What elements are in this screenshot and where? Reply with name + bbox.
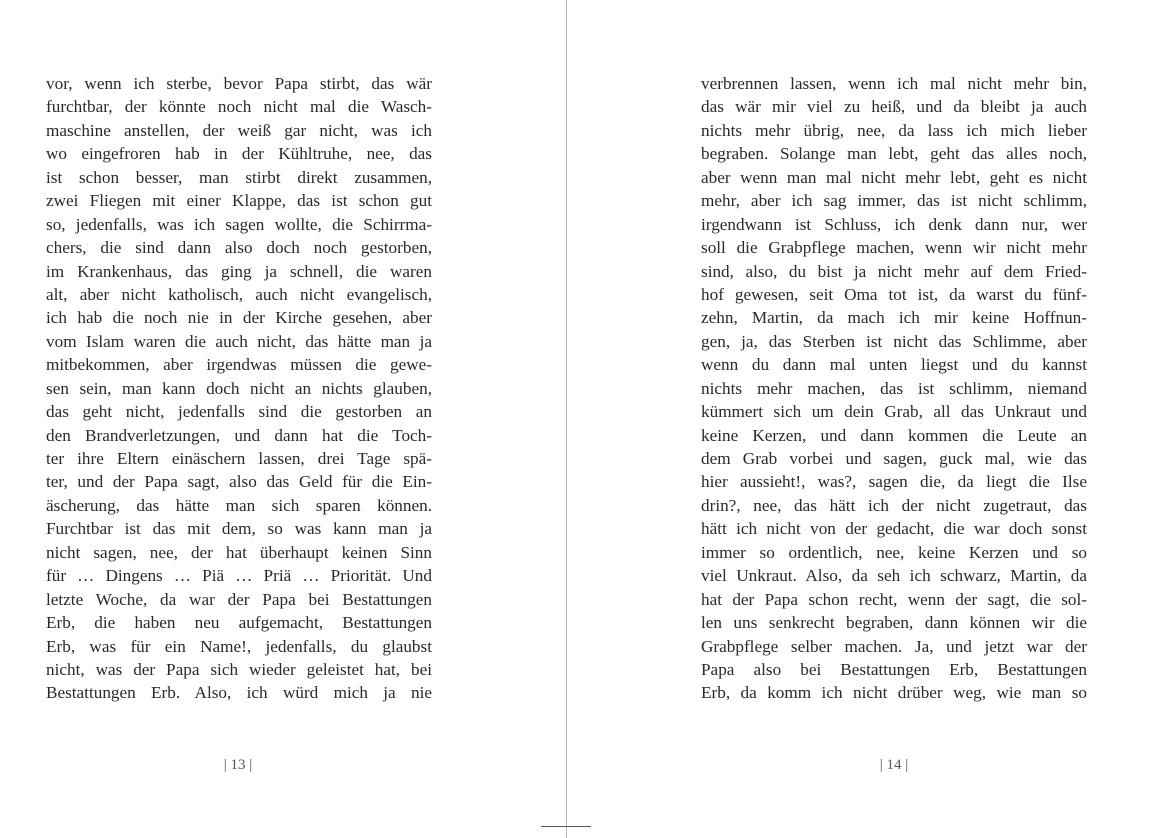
text-line: nicht, was der Papa sich wieder geleistet hat, bei: [46, 659, 432, 679]
text-line: aber wenn man mal nicht mehr lebt, geht es nicht: [701, 167, 1087, 187]
text-line: hat der Papa schon recht, wenn der sagt, die sol-: [701, 589, 1087, 609]
text-line: ist schon besser, man stirbt direkt zusammen,: [46, 167, 432, 187]
text-line: nicht sagen, nee, der hat überhaupt keinen Sinn: [46, 542, 432, 562]
text-line: den Brandverletzungen, und dann hat die Toch-: [46, 425, 432, 445]
text-line: nichts mehr machen, das ist schlimm, niemand: [701, 378, 1087, 398]
text-line: Grabpflege selber machen. Ja, und jetzt war der: [701, 636, 1087, 656]
text-line: so, jedenfalls, was ich sagen wollte, die Schirrma-: [46, 214, 432, 234]
text-line: sen sein, man kann doch nicht an nichts glauben,: [46, 378, 432, 398]
text-line: gen, ja, das Sterben ist nicht das Schlimme, aber: [701, 331, 1087, 351]
text-line: mitbekommen, aber irgendwas müssen die gewe-: [46, 355, 432, 375]
text-line: Bestattungen Erb. Also, ich würd mich ja nie: [46, 683, 432, 703]
text-line: keine Kerzen, und dann kommen die Leute an: [701, 425, 1087, 445]
text-line: Papa also bei Bestattungen Erb, Bestattungen: [701, 659, 1087, 679]
text-line: ter ihre Eltern einäschern lassen, drei Tage spä-: [46, 449, 432, 468]
text-line: sind, also, du bist ja nicht mehr auf dem Fried-: [701, 261, 1087, 281]
text-line: verbrennen lassen, wenn ich mal nicht mehr bin,: [701, 74, 1087, 93]
right-page-number: | 14 |: [879, 757, 909, 773]
text-line: mehr, aber ich sag immer, das ist nicht schlimm,: [701, 191, 1087, 211]
text-line: äscherung, das hätte man sich sparen können.: [46, 495, 432, 515]
text-line: Erb, die haben neu aufgemacht, Bestattungen: [46, 613, 432, 633]
text-line: vor, wenn ich sterbe, bevor Papa stirbt, das wär: [46, 74, 432, 93]
text-line: nichts mehr übrig, nee, da lass ich mich lieber: [701, 120, 1087, 140]
text-line: Furchtbar ist das mit dem, so was kann man ja: [46, 519, 432, 539]
gutter-tick-mark: [541, 826, 591, 827]
text-line: viel Unkraut. Also, da seh ich schwarz, Martin, da: [701, 566, 1087, 586]
left-page-text: [46, 72, 432, 705]
text-line: wenn du dann mal unten liegst und du kannst: [701, 355, 1087, 375]
text-line: ich hab die noch nie in der Kirche gesehen, aber: [46, 308, 432, 328]
text-line: das geht nicht, jedenfalls sind die gestorben an: [46, 402, 432, 422]
text-line: maschine anstellen, der weiß gar nicht, was ich: [46, 120, 432, 140]
text-line: chers, die sind dann also doch noch gestorben,: [46, 238, 432, 258]
text-line: begraben. Solange man lebt, geht das alles noch,: [701, 144, 1087, 164]
text-line: wo eingefroren hab in der Kühltruhe, nee, das: [46, 144, 432, 164]
text-line: zehn, Martin, da mach ich mir keine Hoffnun-: [701, 308, 1087, 328]
text-line: hier aussieht!, was?, sagen die, da liegt die Ilse: [701, 472, 1087, 492]
text-line: Erb, was für ein Name!, jedenfalls, du glaubst: [46, 636, 432, 656]
text-line: irgendwann ist Schluss, ich denk dann nur, wer: [701, 214, 1087, 234]
text-line: alt, aber nicht katholisch, auch nicht evangelisch,: [46, 284, 432, 304]
text-line: vom Islam waren die auch nicht, das hätte man ja: [46, 331, 432, 351]
text-line: soll die Grabpflege machen, wenn wir nicht mehr: [701, 238, 1087, 258]
text-line: hof gewesen, seit Oma tot ist, da warst du fünf-: [701, 284, 1087, 304]
text-line: hätt ich nicht von der gedacht, die war doch sonst: [701, 519, 1087, 539]
right-page-text: [701, 72, 1087, 705]
page-gutter-line: [566, 0, 567, 838]
text-line: immer so ordentlich, nee, keine Kerzen und so: [701, 542, 1087, 562]
text-line: zwei Fliegen mit einer Klappe, das ist schon gut: [46, 191, 432, 211]
left-page-number: | 13 |: [223, 757, 253, 773]
text-line: furchtbar, der könnte noch nicht mal die Wasch-: [46, 97, 432, 117]
text-line: für … Dingens … Piä … Priä … Priorität. Und: [46, 566, 432, 586]
text-line: das wär mir viel zu heiß, und da bleibt ja auch: [701, 97, 1087, 117]
text-line: kümmert sich um dein Grab, all das Unkraut und: [701, 402, 1087, 422]
text-line: letzte Woche, da war der Papa bei Bestattungen: [46, 589, 432, 609]
text-line: ter, und der Papa sagt, also das Geld für die Ein-: [46, 472, 432, 492]
text-line: drin?, nee, das hätt ich der nicht zugetraut, das: [701, 495, 1087, 515]
text-line: dem Grab vorbei und sagen, guck mal, wie das: [701, 449, 1087, 468]
text-line: Erb, da komm ich nicht drüber weg, wie man so: [701, 683, 1087, 703]
text-line: len uns senkrecht begraben, dann können wir die: [701, 613, 1087, 633]
text-line: im Krankenhaus, das ging ja schnell, die waren: [46, 261, 432, 281]
